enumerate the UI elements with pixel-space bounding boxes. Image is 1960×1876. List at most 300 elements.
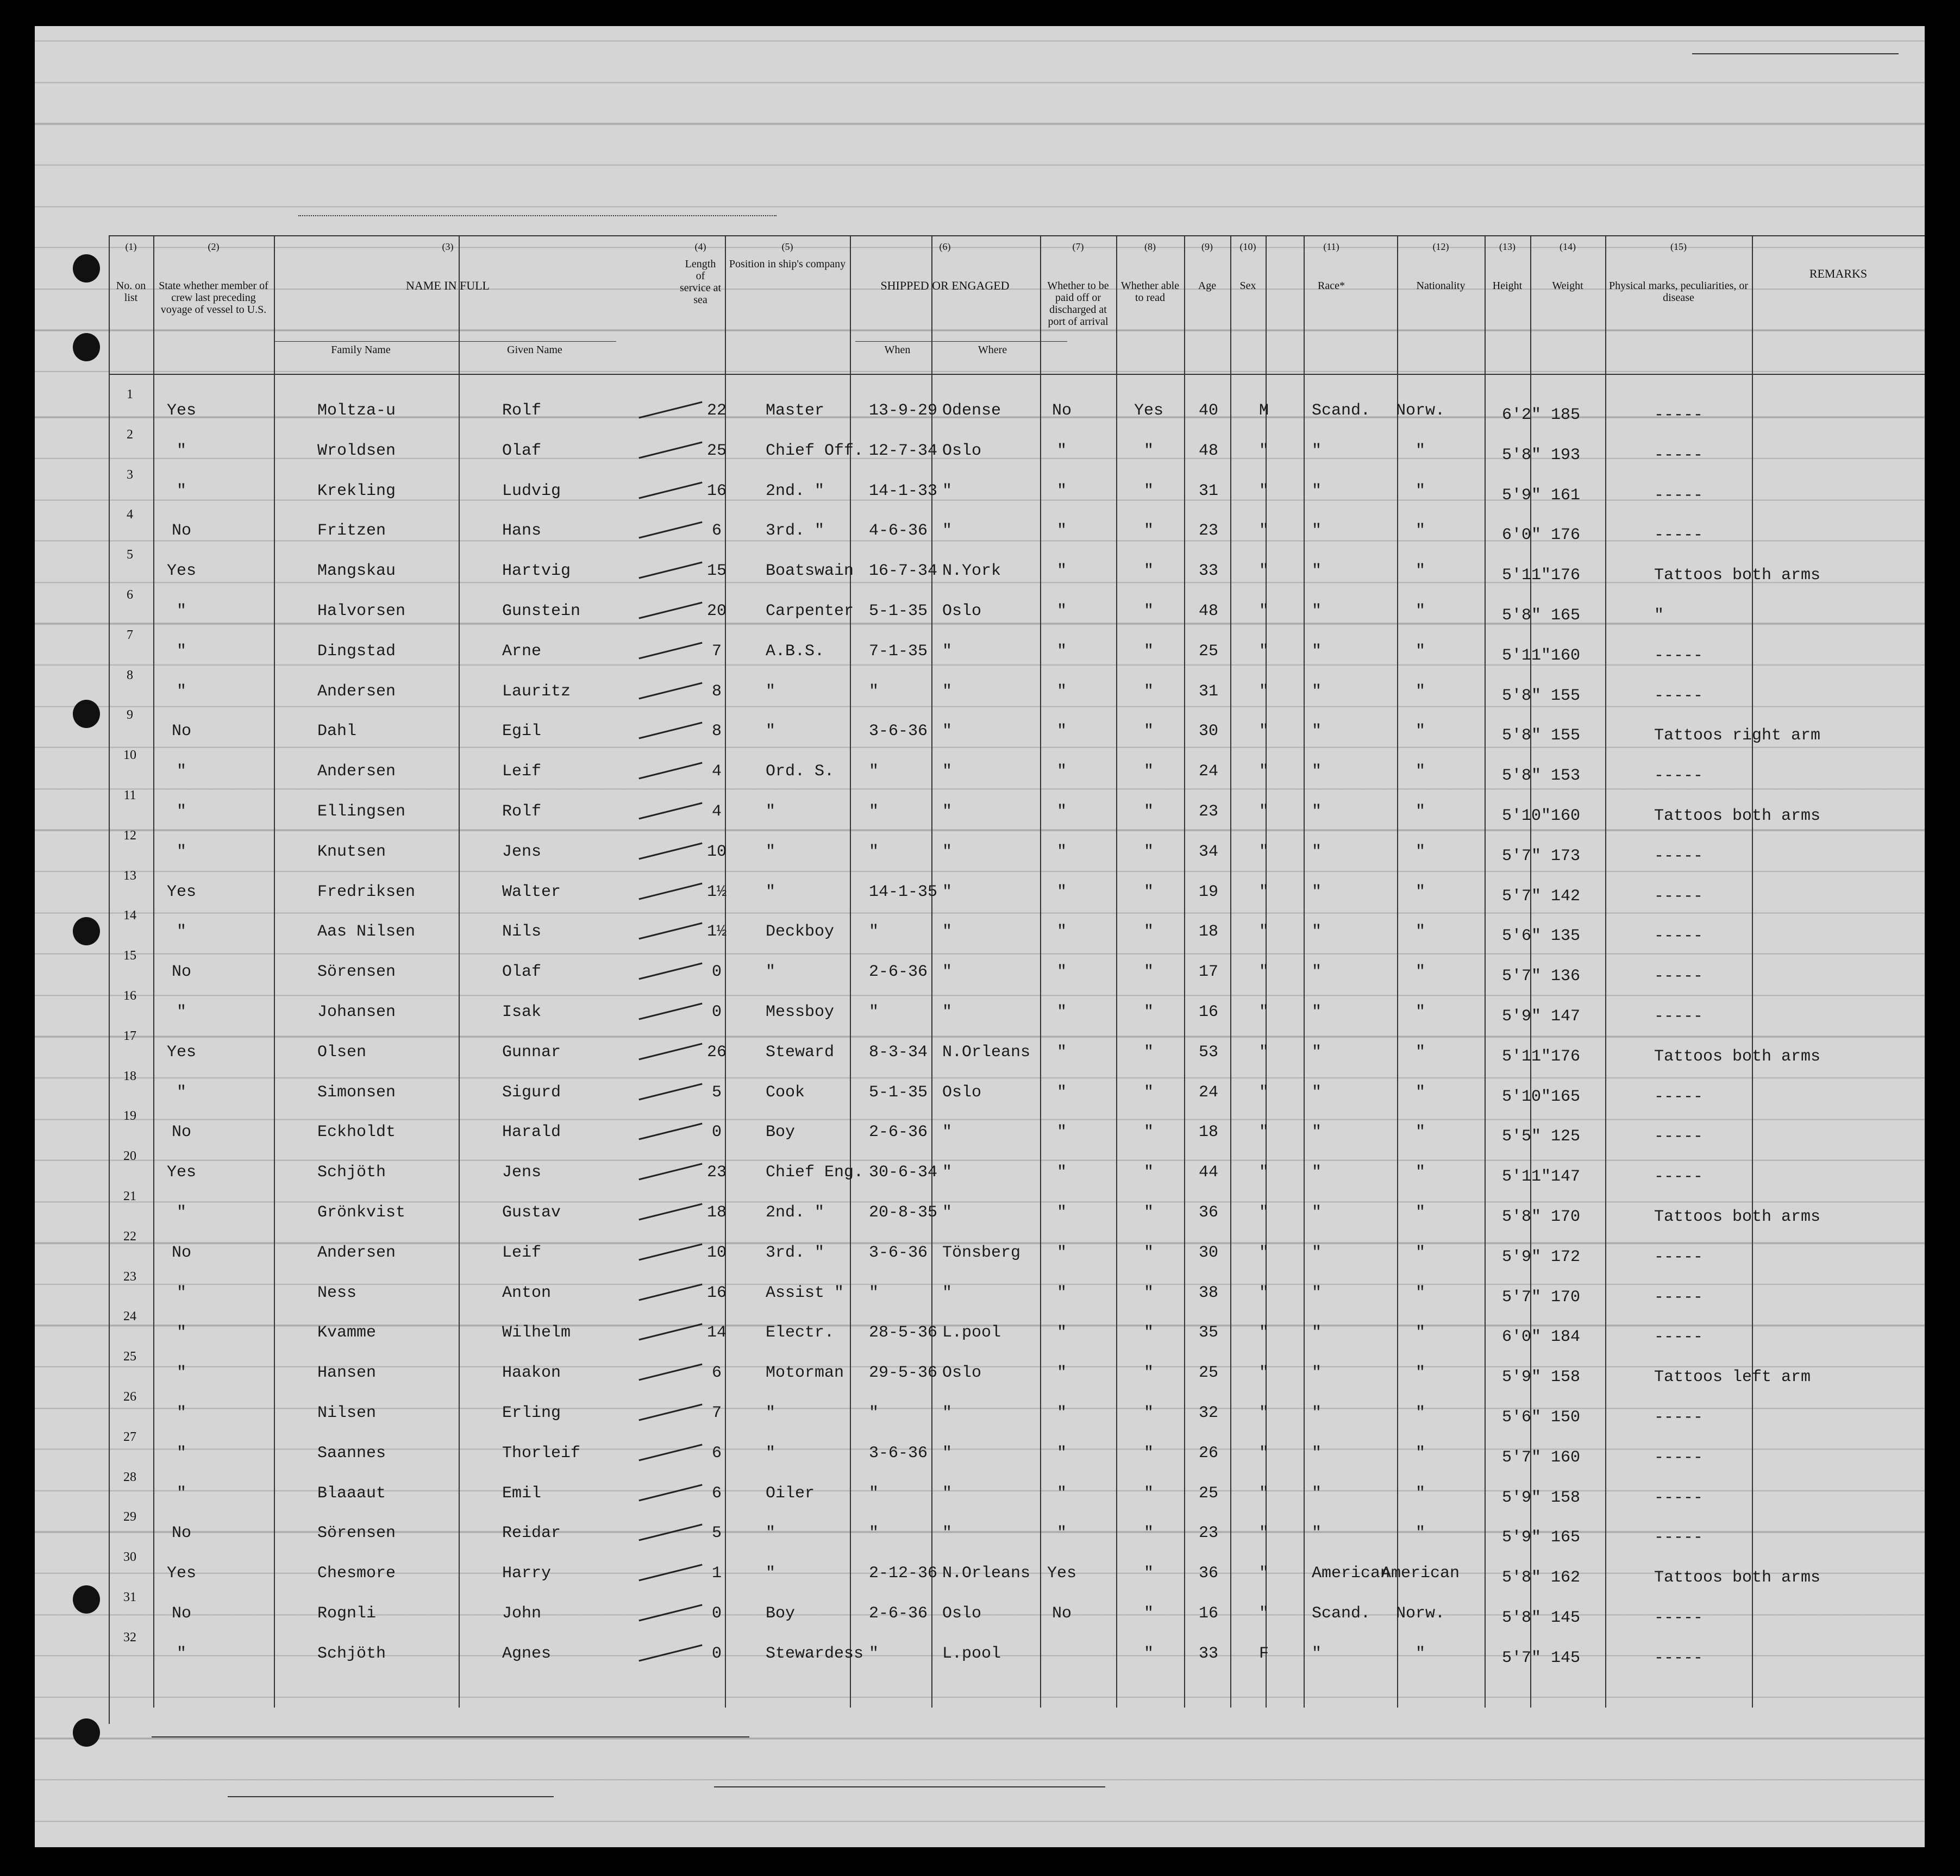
column-subheader: When: [884, 344, 911, 356]
column-number: (7): [1072, 241, 1084, 252]
table-top-border: [109, 235, 1925, 236]
table-cell: No: [171, 1524, 192, 1543]
table-cell: Hartvig: [502, 562, 571, 581]
table-cell: Norw.: [1395, 401, 1445, 420]
table-cell: ": [1143, 722, 1154, 741]
table-cell: ": [1312, 1323, 1322, 1342]
table-cell: 53: [1198, 1043, 1219, 1062]
table-cell: ": [1415, 1083, 1426, 1102]
table-cell: 160: [1551, 646, 1581, 665]
table-cell: American: [1381, 1564, 1460, 1583]
table-cell: 28-5-36: [869, 1323, 938, 1342]
binder-hole: [73, 917, 100, 945]
table-cell: Yes: [1134, 401, 1164, 420]
table-cell: ": [1258, 1243, 1269, 1262]
table-cell: ": [942, 1444, 953, 1463]
table-cell: ": [176, 1404, 187, 1422]
table-cell: Johansen: [317, 1003, 396, 1021]
table-cell: Tattoos both arms: [1654, 1208, 1821, 1226]
table-cell: Dingstad: [317, 642, 396, 661]
table-cell: 5'9": [1502, 1528, 1542, 1547]
table-cell: ": [1143, 1083, 1154, 1102]
table-cell: ": [766, 882, 776, 901]
table-cell: Olsen: [317, 1043, 367, 1062]
table-cell: Odense: [942, 401, 1001, 420]
column-label: State whether member of crew last preceding voyage of vessel to U.S.: [159, 280, 268, 316]
table-cell: 1½: [706, 923, 727, 942]
table-cell: ": [1312, 1444, 1322, 1463]
column-header: [1605, 241, 1752, 304]
table-cell: Haakon: [502, 1364, 561, 1383]
table-cell: Oslo: [942, 1083, 982, 1102]
check-mark: [638, 401, 702, 419]
table-cell: ": [1415, 1003, 1426, 1021]
table-cell: 5'11": [1502, 646, 1551, 665]
table-cell: 20-8-35: [869, 1203, 938, 1222]
table-cell: ": [1258, 802, 1269, 821]
row-number: 30: [123, 1550, 136, 1565]
table-cell: Sörensen: [317, 963, 396, 982]
column-number: (11): [1323, 241, 1339, 252]
table-cell: ": [1258, 481, 1269, 500]
table-cell: 5'8": [1502, 767, 1542, 786]
table-cell: L.pool: [942, 1644, 1001, 1663]
table-cell: ": [1056, 481, 1067, 500]
binder-hole: [73, 1718, 100, 1747]
column-label: Length of service at sea: [679, 258, 722, 306]
table-cell: Andersen: [317, 682, 396, 701]
table-cell: 125: [1551, 1127, 1581, 1146]
column-number: (6): [939, 241, 951, 252]
table-cell: Eckholdt: [317, 1123, 396, 1142]
column-header: [1230, 241, 1266, 292]
column-header: [1116, 241, 1184, 304]
table-cell: -----: [1654, 967, 1704, 986]
table-cell: ": [869, 682, 879, 701]
table-cell: Gustav: [502, 1203, 561, 1222]
table-cell: ": [1415, 1163, 1426, 1182]
table-cell: 2-6-36: [869, 1604, 928, 1623]
column-subheader: Given Name: [507, 344, 562, 356]
row-number: 22: [123, 1229, 136, 1244]
table-cell: Erling: [502, 1404, 561, 1422]
table-cell: Yes: [1047, 1564, 1077, 1583]
column-label: Sex: [1239, 280, 1256, 292]
table-cell: Master: [766, 401, 825, 420]
table-cell: ": [1415, 802, 1426, 821]
table-cell: ": [942, 1163, 953, 1182]
row-number: 26: [123, 1390, 136, 1404]
table-cell: 14-1-35: [869, 882, 938, 901]
table-cell: Boy: [766, 1123, 796, 1142]
table-cell: Thorleif: [502, 1444, 581, 1463]
row-number: 5: [127, 548, 133, 562]
table-cell: ": [869, 842, 879, 861]
table-cell: ": [1415, 923, 1426, 942]
table-cell: 5'9": [1502, 486, 1542, 505]
table-cell: ": [942, 682, 953, 701]
table-cell: N.York: [942, 562, 1001, 581]
table-cell: ": [1056, 1083, 1067, 1102]
table-cell: ": [1312, 923, 1322, 942]
column-divider: [1184, 235, 1185, 1708]
table-cell: 48: [1198, 441, 1219, 460]
column-number: (10): [1239, 241, 1256, 252]
table-cell: -----: [1654, 1488, 1704, 1507]
check-mark: [638, 441, 702, 459]
table-cell: Oiler: [766, 1484, 815, 1503]
table-cell: ": [1056, 682, 1067, 701]
check-mark: [638, 1364, 702, 1381]
binder-hole: [73, 333, 100, 361]
table-cell: Fredriksen: [317, 882, 416, 901]
table-cell: 173: [1551, 846, 1581, 865]
table-cell: Krekling: [317, 481, 396, 500]
table-cell: ": [176, 1203, 187, 1222]
table-cell: ": [1143, 1364, 1154, 1383]
table-cell: 5'7": [1502, 1448, 1542, 1467]
table-cell: ": [1056, 1323, 1067, 1342]
table-cell: 6: [711, 1484, 722, 1503]
table-cell: ": [1415, 1283, 1426, 1302]
table-cell: ": [869, 1484, 879, 1503]
table-cell: 22: [706, 401, 727, 420]
table-cell: ": [766, 1404, 776, 1422]
table-cell: ": [1143, 802, 1154, 821]
table-cell: No: [171, 722, 192, 741]
table-cell: 1: [711, 1564, 722, 1583]
table-cell: Boy: [766, 1604, 796, 1623]
table-cell: ": [1056, 1243, 1067, 1262]
table-cell: -----: [1654, 846, 1704, 865]
table-cell: 18: [1198, 1123, 1219, 1142]
table-cell: Yes: [166, 1043, 197, 1062]
table-cell: ": [1143, 522, 1154, 541]
table-cell: Oslo: [942, 441, 982, 460]
table-cell: Dahl: [317, 722, 357, 741]
table-cell: 5'9": [1502, 1007, 1542, 1026]
table-cell: Gunnar: [502, 1043, 561, 1062]
table-cell: ": [1056, 602, 1067, 620]
table-cell: N.Orleans: [942, 1564, 1031, 1583]
table-cell: ": [1143, 682, 1154, 701]
table-cell: ": [942, 522, 953, 541]
table-cell: ": [1654, 606, 1664, 625]
table-cell: ": [869, 923, 879, 942]
table-cell: Deckboy: [766, 923, 835, 942]
table-cell: 153: [1551, 767, 1581, 786]
table-cell: ": [1056, 842, 1067, 861]
table-cell: 160: [1551, 1448, 1581, 1467]
table-cell: ": [1258, 842, 1269, 861]
check-mark: [638, 1083, 702, 1100]
table-cell: Oslo: [942, 1604, 982, 1623]
table-cell: ": [176, 842, 187, 861]
column-subheaders: [850, 344, 1040, 356]
table-cell: 3rd. ": [766, 522, 825, 541]
table-cell: 5'9": [1502, 1368, 1542, 1387]
check-mark: [638, 481, 702, 499]
table-cell: 6: [711, 522, 722, 541]
table-cell: Emil: [502, 1484, 542, 1503]
table-cell: ": [1312, 522, 1322, 541]
table-cell: Ord. S.: [766, 762, 835, 781]
table-cell: Cook: [766, 1083, 805, 1102]
table-cell: ": [1143, 1003, 1154, 1021]
table-cell: 15: [706, 562, 727, 581]
table-cell: ": [869, 1404, 879, 1422]
column-header: [1040, 241, 1116, 328]
table-cell: 5'6": [1502, 927, 1542, 946]
column-number: (14): [1560, 241, 1576, 252]
column-header: [153, 241, 274, 316]
table-cell: 4: [711, 802, 722, 821]
row-number: 2: [127, 427, 133, 442]
table-cell: 8-3-34: [869, 1043, 928, 1062]
table-cell: 24: [1198, 762, 1219, 781]
table-cell: ": [1312, 963, 1322, 982]
table-cell: ": [1312, 882, 1322, 901]
table-cell: -----: [1654, 1648, 1704, 1667]
table-cell: Blaaaut: [317, 1484, 386, 1503]
table-cell: ": [1312, 441, 1322, 460]
table-cell: 44: [1198, 1163, 1219, 1182]
check-mark: [638, 722, 702, 739]
row-number: 9: [127, 708, 133, 723]
table-cell: ": [1258, 1564, 1269, 1583]
table-cell: -----: [1654, 486, 1704, 505]
table-cell: ": [1258, 1163, 1269, 1182]
column-header: [1397, 241, 1485, 292]
table-cell: 5'8": [1502, 686, 1542, 705]
table-cell: ": [1143, 602, 1154, 620]
table-cell: ": [1258, 1364, 1269, 1383]
check-mark: [638, 1283, 702, 1301]
table-cell: ": [1258, 522, 1269, 541]
table-cell: ": [1056, 1404, 1067, 1422]
table-cell: 3-6-36: [869, 1243, 928, 1262]
table-cell: 6: [711, 1364, 722, 1383]
table-cell: ": [1258, 1003, 1269, 1021]
table-cell: 4-6-36: [869, 522, 928, 541]
table-cell: Harry: [502, 1564, 552, 1583]
table-cell: Andersen: [317, 1243, 396, 1262]
table-cell: ": [1415, 1364, 1426, 1383]
check-mark: [638, 602, 702, 619]
table-cell: -----: [1654, 1408, 1704, 1427]
table-cell: No: [171, 963, 192, 982]
table-cell: Oslo: [942, 1364, 982, 1383]
table-cell: Aas Nilsen: [317, 923, 416, 942]
table-cell: ": [942, 642, 953, 661]
sheet-number: [1692, 53, 1899, 54]
table-cell: ": [942, 762, 953, 781]
table-cell: 185: [1551, 406, 1581, 424]
table-cell: ": [869, 802, 879, 821]
table-cell: 5'8": [1502, 1568, 1542, 1588]
table-cell: ": [1415, 722, 1426, 741]
table-cell: Agnes: [502, 1644, 552, 1663]
table-cell: ": [1415, 562, 1426, 581]
table-cell: ": [1258, 882, 1269, 901]
table-cell: ": [1258, 1123, 1269, 1142]
table-cell: 18: [1198, 923, 1219, 942]
table-cell: L.pool: [942, 1323, 1001, 1342]
table-cell: 3-6-36: [869, 722, 928, 741]
column-header: [1485, 241, 1530, 292]
table-cell: Tattoos right arm: [1654, 726, 1821, 745]
table-cell: Tattoos both arms: [1654, 1568, 1821, 1588]
table-cell: ": [942, 1123, 953, 1142]
table-cell: ": [942, 1003, 953, 1021]
table-cell: Hans: [502, 522, 542, 541]
table-cell: 2-12-36: [869, 1564, 938, 1583]
row-number: 16: [123, 989, 136, 1003]
table-cell: 155: [1551, 686, 1581, 705]
table-cell: 5-1-35: [869, 602, 928, 620]
table-cell: -----: [1654, 1087, 1704, 1106]
table-cell: ": [942, 481, 953, 500]
table-cell: 25: [706, 441, 727, 460]
table-cell: ": [1258, 1404, 1269, 1422]
binder-hole: [73, 254, 100, 283]
check-mark: [638, 1243, 702, 1260]
table-cell: 5: [711, 1524, 722, 1543]
table-cell: N.Orleans: [942, 1043, 1031, 1062]
row-number: 15: [123, 949, 136, 963]
table-cell: ": [1415, 1203, 1426, 1222]
receipt-stamp: [43, 385, 108, 874]
table-cell: ": [1415, 1043, 1426, 1062]
table-cell: 6'0": [1502, 1328, 1542, 1347]
table-cell: 25: [1198, 642, 1219, 661]
table-cell: ": [1056, 522, 1067, 541]
check-mark: [638, 963, 702, 980]
table-cell: ": [1143, 642, 1154, 661]
table-cell: ": [942, 882, 953, 901]
table-cell: 5'7": [1502, 887, 1542, 906]
table-cell: 5'10": [1502, 807, 1551, 825]
table-cell: ": [1258, 963, 1269, 982]
table-cell: ": [1312, 1083, 1322, 1102]
table-cell: Jens: [502, 1163, 542, 1182]
table-cell: ": [1056, 923, 1067, 942]
table-cell: 36: [1198, 1564, 1219, 1583]
table-cell: 2-6-36: [869, 1123, 928, 1142]
table-cell: ": [766, 682, 776, 701]
table-cell: ": [1258, 562, 1269, 581]
table-cell: Halvorsen: [317, 602, 406, 620]
row-number: 7: [127, 628, 133, 642]
column-number: (12): [1432, 241, 1449, 252]
table-cell: 176: [1551, 566, 1581, 585]
table-cell: 23: [1198, 522, 1219, 541]
row-number: 13: [123, 868, 136, 883]
table-cell: Rolf: [502, 802, 542, 821]
check-mark: [638, 842, 702, 859]
table-cell: 161: [1551, 486, 1581, 505]
table-cell: 5'8": [1502, 446, 1542, 465]
table-cell: ": [1143, 1163, 1154, 1182]
table-cell: 6'2": [1502, 406, 1542, 424]
row-number: 20: [123, 1149, 136, 1164]
table-cell: ": [1415, 1644, 1426, 1663]
table-cell: ": [176, 441, 187, 460]
check-mark: [638, 1003, 702, 1020]
table-cell: Saannes: [317, 1444, 386, 1463]
table-cell: 145: [1551, 1609, 1581, 1627]
column-divider: [1040, 235, 1041, 1708]
column-number: (9): [1201, 241, 1213, 252]
table-cell: ": [942, 722, 953, 741]
column-divider: [1230, 235, 1231, 1708]
column-label: REMARKS: [1809, 267, 1868, 280]
column-number: (2): [208, 241, 220, 252]
table-cell: 12-7-34: [869, 441, 938, 460]
table-cell: 31: [1198, 682, 1219, 701]
table-cell: Grönkvist: [317, 1203, 406, 1222]
table-cell: 10: [706, 1243, 727, 1262]
table-cell: 0: [711, 963, 722, 982]
table-cell: Chesmore: [317, 1564, 396, 1583]
table-cell: 3-6-36: [869, 1444, 928, 1463]
table-cell: ": [1312, 682, 1322, 701]
table-cell: -----: [1654, 686, 1704, 705]
table-cell: 145: [1551, 1648, 1581, 1667]
table-cell: 5-1-35: [869, 1083, 928, 1102]
row-number: 21: [123, 1189, 136, 1203]
row-number: 12: [123, 828, 136, 843]
table-cell: 13-9-29: [869, 401, 938, 420]
table-cell: Leif: [502, 1243, 542, 1262]
column-label: No. on list: [116, 280, 146, 304]
column-subheader: Family Name: [331, 344, 391, 356]
name-subheader-line: [274, 341, 616, 342]
table-cell: ": [1143, 1203, 1154, 1222]
table-cell: 5'8": [1502, 606, 1542, 625]
table-cell: ": [1312, 1123, 1322, 1142]
table-cell: -----: [1654, 887, 1704, 906]
table-cell: Electr.: [766, 1323, 835, 1342]
table-cell: 5'11": [1502, 566, 1551, 585]
table-cell: 5'8": [1502, 1609, 1542, 1627]
table-cell: ": [176, 762, 187, 781]
table-cell: Reidar: [502, 1524, 561, 1543]
table-cell: ": [1312, 1644, 1322, 1663]
table-cell: Yes: [166, 1564, 197, 1583]
table-cell: ": [1056, 1203, 1067, 1222]
table-cell: Jens: [502, 842, 542, 861]
table-cell: ": [1258, 1283, 1269, 1302]
table-cell: Stewardess: [766, 1644, 864, 1663]
table-cell: ": [1056, 882, 1067, 901]
table-cell: ": [1056, 722, 1067, 741]
table-cell: ": [766, 1564, 776, 1583]
table-cell: 5'8": [1502, 726, 1542, 745]
table-cell: M: [1258, 401, 1269, 420]
table-cell: 35: [1198, 1323, 1219, 1342]
table-cell: 16: [706, 481, 727, 500]
table-cell: 8: [711, 722, 722, 741]
table-cell: 38: [1198, 1283, 1219, 1302]
table-cell: 0: [711, 1123, 722, 1142]
table-cell: 5'11": [1502, 1168, 1551, 1187]
column-label: Weight: [1552, 280, 1583, 292]
table-cell: ": [1056, 1524, 1067, 1543]
agents-underline: [228, 1796, 554, 1797]
row-number: 23: [123, 1269, 136, 1284]
table-cell: 193: [1551, 446, 1581, 465]
